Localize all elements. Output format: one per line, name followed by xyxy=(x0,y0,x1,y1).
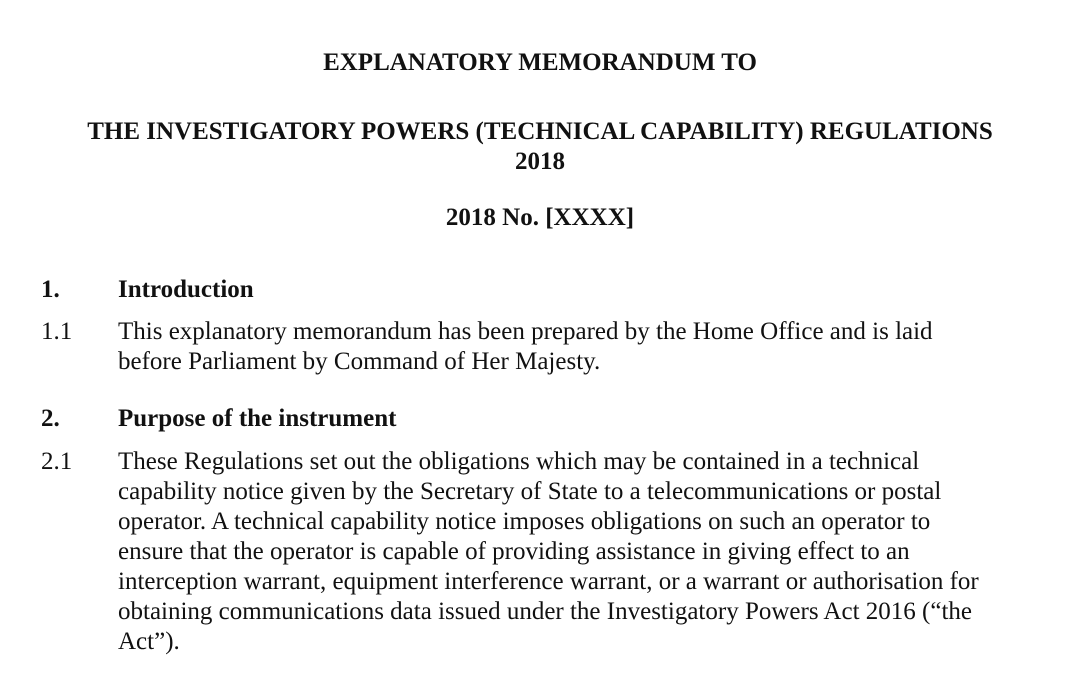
section-heading-purpose: Purpose of the instrument xyxy=(118,405,397,432)
paragraph-line: capability notice given by the Secretary of State to a telecommunications or postal xyxy=(118,478,942,505)
paragraph-line: before Parliament by Command of Her Majesty. xyxy=(118,348,601,375)
paragraph-line: obtaining communications data issued under the Investigatory Powers Act 2016 (“the xyxy=(118,598,972,625)
section-number: 1. xyxy=(41,276,60,303)
document-title-year: 2018 xyxy=(515,148,565,175)
paragraph-1-1 xyxy=(118,317,1048,377)
paragraph-line: Act”). xyxy=(118,628,180,655)
paragraph-line: ensure that the operator is capable of providing assistance in giving effect to an xyxy=(118,538,910,565)
instrument-number: 2018 No. [XXXX] xyxy=(445,204,635,231)
paragraph-number: 1.1 xyxy=(41,318,73,345)
paragraph-number: 2.1 xyxy=(41,448,73,475)
paragraph-line: This explanatory memorandum has been prepared by the Home Office and is laid xyxy=(118,318,933,345)
paragraph-line: interception warrant, equipment interference warrant, or a warrant or authorisation for xyxy=(118,568,979,595)
paragraph-2-1 xyxy=(118,447,1048,657)
section-number: 2. xyxy=(41,405,60,432)
document-title-line-2: THE INVESTIGATORY POWERS (TECHNICAL CAPABILITY) REGULATIONS xyxy=(87,118,993,145)
paragraph-line: operator. A technical capability notice imposes obligations on such an operator to xyxy=(118,508,931,535)
document-title-line-1: EXPLANATORY MEMORANDUM TO xyxy=(323,49,757,76)
section-heading-introduction: Introduction xyxy=(118,276,254,303)
paragraph-line: These Regulations set out the obligations which may be contained in a technical xyxy=(118,448,920,475)
